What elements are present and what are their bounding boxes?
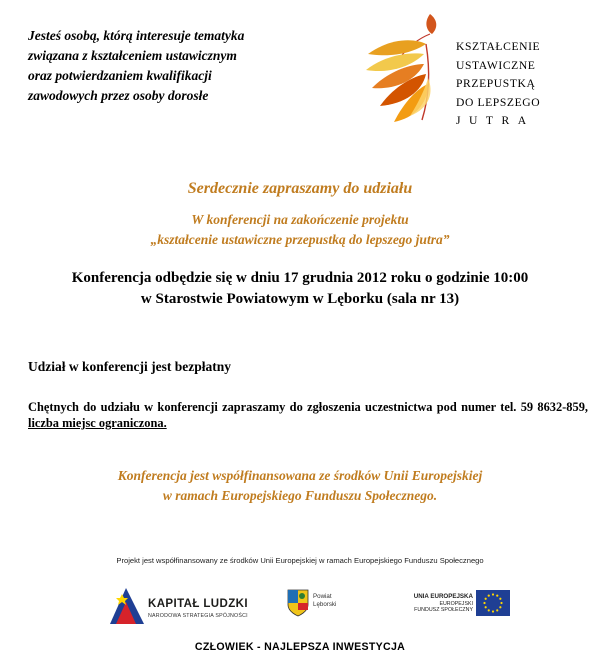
conference-details <box>0 268 600 310</box>
logo-line: JUTRA <box>456 114 535 127</box>
eu-star-icon <box>485 606 487 608</box>
eu-star-icon <box>488 595 490 597</box>
eu-title: UNIA EUROPEJSKA <box>413 593 473 600</box>
kapital-ludzki-subtitle: NARODOWA STRATEGIA SPÓJNOŚCI <box>148 613 248 619</box>
eu-star-icon <box>496 595 498 597</box>
details-line: Konferencja odbędzie się w dniu 17 grudnia 2012 roku o godzinie 10:00 <box>71 270 529 286</box>
logo-line: DO LEPSZEGO <box>456 95 541 109</box>
eu-line: FUNDUSZ SPOŁECZNY <box>414 607 473 614</box>
logo-line: KSZTAŁCENIE <box>456 40 541 53</box>
eu-star-icon <box>499 598 501 600</box>
eu-line: EUROPEJSKI <box>439 600 473 607</box>
project-note: Projekt jest współfinansowany ze środków Unii Europejskiej w ramach Europejskiego Funduszu Społecznego <box>116 556 484 565</box>
flame-leaf-logo-icon <box>360 8 456 126</box>
conference-line: W konferencji na zakończenie projektu <box>191 212 409 227</box>
eu-star-icon <box>500 602 502 604</box>
motto: CZŁOWIEK - NAJLEPSZA INWESTYCJA <box>194 641 406 653</box>
conference-line: „kształcenie ustawiczne przepustką do lepszego jutra” <box>150 232 450 247</box>
intro-line: zawodowych przez osoby dorosłe <box>28 88 209 103</box>
logo-line: USTAWICZNE <box>456 58 536 72</box>
conference-title <box>0 210 600 250</box>
registration-limited: liczba miejsc ograniczona. <box>28 416 167 430</box>
kapital-ludzki-name: KAPITAŁ LUDZKI <box>148 598 248 610</box>
kapital-ludzki-logo-icon <box>108 584 146 626</box>
eu-star-icon <box>496 609 498 611</box>
powiat-line: Powiat <box>313 593 332 600</box>
logo-text <box>456 38 540 131</box>
eu-star-icon <box>485 598 487 600</box>
powiat-line: Lęborski <box>313 601 337 608</box>
eu-star-icon <box>483 602 485 604</box>
logo-line: PRZEPUSTKĄ <box>456 77 536 90</box>
cofinancing-note <box>0 466 600 506</box>
powiat-name <box>313 593 336 609</box>
intro-line: związana z kształceniem ustawicznym <box>28 48 237 63</box>
intro-line: Jesteś osobą, którą interesuje tematyka <box>28 28 245 43</box>
details-line: w Starostwie Powiatowym w Lęborku (sala nr 13) <box>140 291 460 307</box>
registration-main: Chętnych do udziału w konferencji zapraszamy do zgłoszenia uczestnictwa pod numer tel. 59 8632-859, <box>28 400 588 414</box>
registration-text <box>28 399 588 431</box>
intro-text <box>28 26 328 106</box>
powiat-crest-icon <box>287 589 309 617</box>
eu-flag-icon <box>476 590 510 616</box>
eu-star-icon <box>488 609 490 611</box>
free-participation: Udział w konferencji jest bezpłatny <box>28 359 231 374</box>
intro-line: oraz potwierdzaniem kwalifikacji <box>28 68 212 83</box>
eu-text <box>395 594 473 614</box>
eu-star-icon <box>492 610 494 612</box>
eu-star-icon <box>492 593 494 595</box>
cofinancing-line: w ramach Europejskiego Funduszu Społecznego. <box>162 488 438 503</box>
invitation-heading: Serdecznie zapraszamy do udziału <box>187 180 413 197</box>
cofinancing-line: Konferencja jest współfinansowana ze środków Unii Europejskiej <box>117 468 483 483</box>
eu-star-icon <box>499 606 501 608</box>
